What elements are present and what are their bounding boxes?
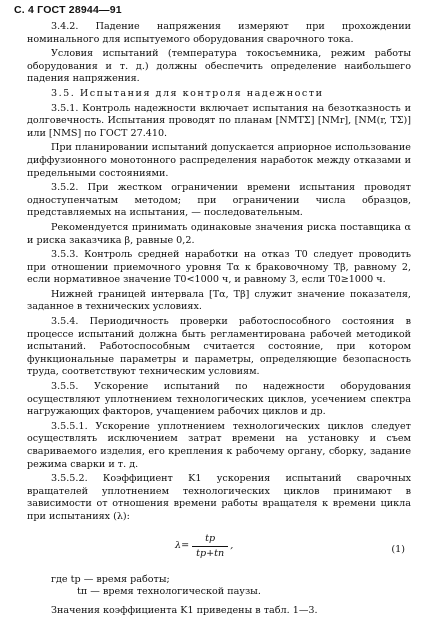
paragraph-3-5-5: 3.5.5. Ускорение испытаний по надежности оборудования осуществляют уплотнением технологических циклов, усечением спектра нагружающих факторов, учащением рабочих циклов и др. — [27, 381, 411, 418]
paragraph-3-5-2: 3.5.2. При жестком ограничении времени испытания проводят одноступенчатым методом; при ограничении числа образцов, представляемых на испытания, — последовательным. — [27, 182, 411, 219]
formula-numerator: tр — [205, 532, 216, 544]
formula-tail: , — [230, 540, 234, 552]
formula-1 — [27, 530, 411, 570]
formula-denominator: tр+tп — [196, 548, 225, 560]
paragraph-3-5-5-2: 3.5.5.2. Коэффициент K1 ускорения испытаний сварочных вращателей уплотнением технологических циклов принимают в зависимости от отношения времени работы вращателя к времени цикла при испытаниях (λ): — [27, 473, 411, 522]
paragraph-3-5-5-1: 3.5.5.1. Ускорение уплотнением технологических циклов следует осуществлять исключением затрат времени на установку и съем свариваемого изделия, его крепления к рабочему органу, сборку, задание режима сварки и т. д. — [27, 420, 411, 470]
paragraph-interval: Нижней границей интервала [Tα, Tβ] служит значение показателя, заданное в технических условиях. — [27, 288, 411, 313]
formula-fraction — [175, 533, 233, 561]
where-line-2: tп — время технологической паузы. — [77, 586, 261, 598]
formula-stack — [192, 533, 228, 561]
paragraph-3-5-3: 3.5.3. Контроль средней наработки на отказ T0 следует проводить при отношении приемочного уровня Tα к браковочному Tβ, равному 2, если нормативное значение T0<1000 ч, и равному 3, если T0≥1000 ч. — [27, 249, 411, 286]
formula-lhs: λ= — [175, 540, 190, 552]
fraction-bar — [192, 546, 228, 547]
paragraph-3-4-2: 3.4.2. Падение напряжения измеряют при прохождении номинального для испытуемого оборудования сварочного тока. — [27, 21, 411, 45]
section-heading-3-5: 3.5. Испытания для контроля надежности — [51, 87, 324, 99]
page-header: С. 4 ГОСТ 28944—91 — [14, 4, 122, 16]
paragraph-3-5-4: 3.5.4. Периодичность проверки работоспособного состояния в процессе испытаний должна быть регламентирована рабочей методикой испытаний. Работоспособным считается состояние, при котором функциональные параметры и параметры, определяющие безопасность труда, соответствуют техническим условиям. — [27, 316, 411, 378]
paragraph-3-5-1: 3.5.1. Контроль надежности включает испытания на безотказность и долговечность. Испытания проводят по планам [NMTΣ] [NMr], [NM(r, TΣ)] или [NMS] по ГОСТ 27.410. — [27, 102, 411, 139]
paragraph-conditions: Условия испытаний (температура токосъемника, режим работы оборудования и т. д.) должны обеспечить определение наибольшего падения напряжения. — [27, 48, 411, 85]
where-block — [27, 574, 411, 599]
paragraph-risk: Рекомендуется принимать одинаковые значения риска поставщика α и риска заказчика β, равные 0,2. — [27, 221, 411, 246]
formula-number: (1) — [391, 543, 405, 555]
where-line-1: где tр — время работы; — [51, 573, 170, 585]
paragraph-planning: При планировании испытаний допускается априорное использование диффузионного монотонного распределения наработок между отказами и предельными состояниями. — [27, 142, 411, 179]
document-body — [27, 21, 411, 619]
closing-paragraph: Значения коэффициента K1 приведены в табл. 1—3. — [51, 604, 318, 616]
